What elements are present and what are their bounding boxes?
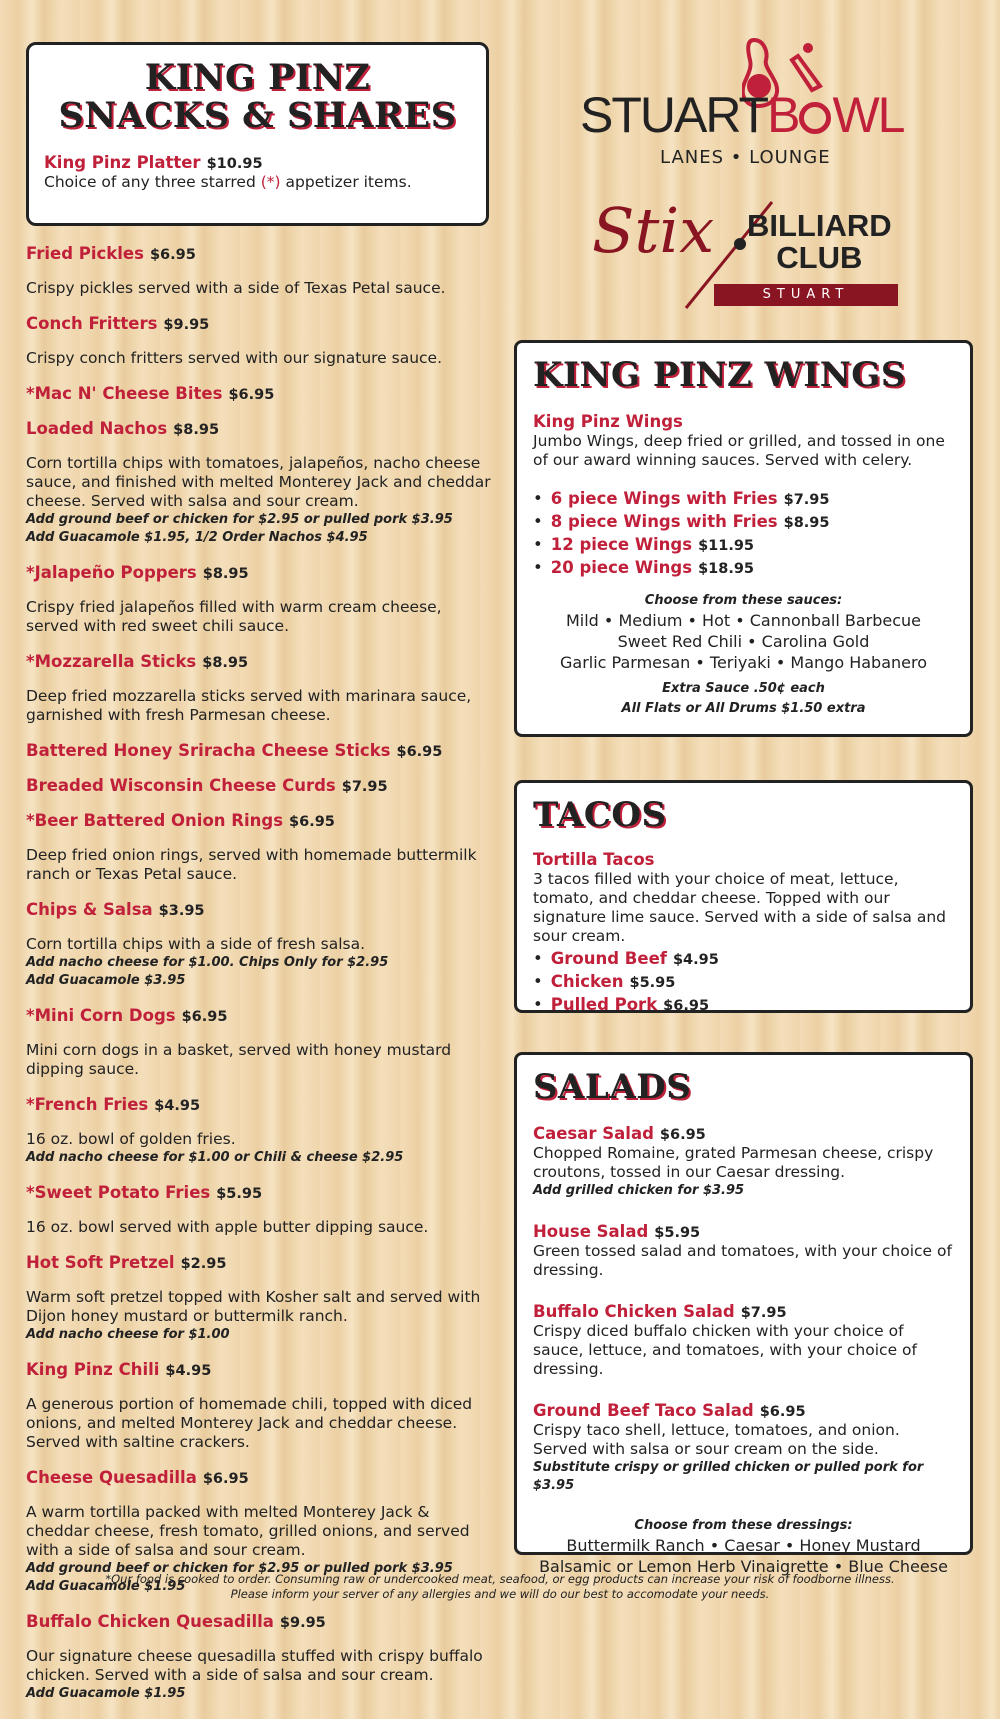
platter-name: King Pinz Platter — [44, 152, 201, 172]
menu-item-desc: A warm tortilla packed with melted Monterey Jack & cheddar cheese, fresh tomato, grilled onions, and served with a side of salsa and sour cream. — [26, 1503, 470, 1559]
menu-item-name: Buffalo Chicken Quesadilla — [26, 1612, 274, 1631]
menu-item-desc: Deep fried onion rings, served with homemade buttermilk ranch or Texas Petal sauce. — [26, 846, 477, 883]
menu-item-note: Add Guacamole $1.95 — [26, 1579, 186, 1594]
menu-item-note: Add Guacamole $1.95 — [26, 1686, 186, 1701]
menu-item — [26, 900, 496, 990]
menu-item-price: $6.95 — [228, 387, 275, 403]
option-item — [533, 557, 954, 580]
stix-script: Stix — [592, 194, 715, 267]
menu-item-note: Add Guacamole $3.95 — [26, 973, 186, 988]
platter-item — [44, 153, 486, 172]
option-line: Garlic Parmesan • Teriyaki • Mango Habanero — [560, 652, 927, 672]
menu-item-price: $8.95 — [173, 422, 220, 438]
option-name: Ground Beef — [550, 948, 667, 968]
menu-item-price: $9.95 — [279, 1615, 326, 1631]
option-item — [533, 534, 954, 557]
menu-item-name: *Mac N' Cheese Bites — [26, 384, 223, 403]
extra-sauce-note: Extra Sauce .50¢ each — [662, 680, 825, 696]
stix-billiard-logo — [592, 194, 902, 310]
menu-item-heading — [26, 563, 496, 582]
menu-item-desc: A generous portion of homemade chili, topped with diced onions, and melted Monterey Jack and cheddar cheese. Served with saltine crackers. — [26, 1395, 473, 1451]
menu-item-price: $3.95 — [158, 903, 205, 919]
salad-note: Add grilled chicken for $3.95 — [533, 1182, 745, 1198]
menu-item-note: Add Guacamole $1.95, 1/2 Order Nachos $4.95 — [26, 530, 368, 545]
menu-item-note: Add nacho cheese for $1.00. Chips Only for $2.95 — [26, 955, 389, 970]
option-line: Buttermilk Ranch • Caesar • Honey Mustard — [566, 1535, 921, 1555]
salad-heading — [533, 1124, 954, 1143]
menu-item-desc: Crispy fried jalapeños filled with warm cream cheese, served with red sweet chili sauce. — [26, 598, 442, 635]
menu-item-name: King Pinz Chili — [26, 1360, 160, 1379]
bullet-icon: • — [533, 534, 543, 554]
salad-name: House Salad — [533, 1221, 649, 1241]
allergy-disclaimer — [0, 1572, 1000, 1602]
salad-price: $7.95 — [740, 1304, 787, 1321]
wings-options — [533, 488, 954, 580]
menu-item-price: $6.95 — [181, 1009, 228, 1025]
option-item — [533, 994, 954, 1017]
option-line: Balsamic or Lemon Herb Vinaigrette • Blue Cheese — [539, 1556, 948, 1576]
salad-name: Caesar Salad — [533, 1123, 654, 1143]
salad-price: $6.95 — [759, 1403, 806, 1420]
snacks-list — [26, 244, 496, 1719]
billiard-text — [747, 210, 892, 274]
menu-item-price: $8.95 — [202, 566, 249, 582]
option-price: $6.95 — [663, 997, 710, 1014]
menu-item-heading — [26, 314, 496, 333]
wings-item-desc: Jumbo Wings, deep fried or grilled, and tossed in one of our award winning sauces. Served with celery. — [533, 431, 945, 469]
menu-item-name: Cheese Quesadilla — [26, 1468, 197, 1487]
salad-price: $6.95 — [659, 1126, 706, 1143]
option-item — [533, 948, 954, 971]
bullet-icon: • — [533, 994, 543, 1014]
menu-item-desc: Crispy conch fritters served with our signature sauce. — [26, 349, 443, 367]
menu-item-desc: Deep fried mozzarella sticks served with marinara sauce, garnished with fresh Parmesan cheese. — [26, 687, 472, 724]
platter-desc-a: Choice of any three starred — [44, 172, 256, 191]
option-price: $8.95 — [783, 514, 830, 531]
tacos-item — [533, 850, 954, 869]
menu-item-note: Add ground beef or chicken for $2.95 or pulled pork $3.95 — [26, 512, 453, 527]
snacks-title-line2: SNACKS & SHARES — [58, 94, 457, 136]
platter-star: (*) — [260, 172, 281, 191]
sauces-heading: Choose from these sauces: — [644, 592, 843, 608]
menu-item-note: Add ground beef or chicken for $2.95 or pulled pork $3.95 — [26, 1561, 453, 1576]
menu-item-name: *Mini Corn Dogs — [26, 1006, 176, 1025]
menu-item-heading — [26, 1468, 496, 1487]
menu-item-note: Add nacho cheese for $1.00 or Chili & cheese $2.95 — [26, 1150, 404, 1165]
menu-item-heading — [26, 811, 496, 830]
menu-item-name: *French Fries — [26, 1095, 149, 1114]
option-price: $18.95 — [698, 560, 755, 577]
menu-item — [26, 811, 496, 884]
disclaimer-line1: *Our food is cooked to order. Consuming raw or undercooked meat, seafood, or egg products can increase your risk of foodborne illness. — [105, 1572, 895, 1586]
menu-item-heading — [26, 1253, 496, 1272]
menu-item-note: Add nacho cheese for $1.00 — [26, 1327, 230, 1342]
menu-item-name: Fried Pickles — [26, 244, 144, 263]
salad-desc: Green tossed salad and tomatoes, with your choice of dressing. — [533, 1241, 952, 1279]
menu-item-heading — [26, 419, 496, 438]
salad-item — [533, 1401, 954, 1495]
menu-item-name: Battered Honey Sriracha Cheese Sticks — [26, 741, 391, 760]
menu-item-price: $7.95 — [341, 779, 388, 795]
menu-item — [26, 776, 496, 795]
menu-item-price: $9.95 — [163, 317, 210, 333]
dressings-heading: Choose from these dressings: — [634, 1517, 853, 1533]
menu-item-price: $6.95 — [202, 1471, 249, 1487]
menu-item-desc: 16 oz. bowl served with apple butter dipping sauce. — [26, 1218, 429, 1236]
tacos-options — [533, 948, 954, 1017]
option-line: Sweet Red Chili • Carolina Gold — [617, 631, 870, 651]
bullet-icon: • — [533, 488, 543, 508]
menu-item-name: *Jalapeño Poppers — [26, 563, 197, 582]
snacks-title — [29, 59, 486, 135]
wings-box — [514, 340, 973, 737]
wings-item — [533, 412, 954, 431]
option-name: 8 piece Wings with Fries — [550, 511, 778, 531]
option-name: Pulled Pork — [550, 994, 658, 1014]
tacos-item-name: Tortilla Tacos — [533, 849, 655, 869]
dressings-list — [533, 1535, 954, 1577]
menu-item-price: $6.95 — [289, 814, 335, 830]
menu-item — [26, 1612, 496, 1703]
salad-price: $5.95 — [654, 1224, 701, 1241]
menu-item-name: *Mozzarella Sticks — [26, 652, 197, 671]
salad-name: Ground Beef Taco Salad — [533, 1400, 754, 1420]
bullet-icon: • — [533, 511, 543, 531]
tacos-item-desc: 3 tacos filled with your choice of meat, lettuce, tomato, and cheddar cheese. Topped with our signature lime sauce. Served with a side of salsa and sour cream. — [533, 869, 946, 945]
menu-item-name: Loaded Nachos — [26, 419, 168, 438]
menu-item — [26, 1006, 496, 1079]
option-item — [533, 488, 954, 511]
sauces-list — [533, 610, 954, 673]
bullet-icon: • — [533, 557, 543, 577]
option-name: Chicken — [550, 971, 624, 991]
disclaimer-line2: Please inform your server of any allergies and we will do our best to accomodate your needs. — [230, 1587, 770, 1601]
menu-item-heading — [26, 652, 496, 671]
menu-item-desc: Warm soft pretzel topped with Kosher salt and served with Dijon honey mustard or buttermilk ranch. — [26, 1288, 481, 1325]
salad-item — [533, 1124, 954, 1200]
menu-item-heading — [26, 384, 496, 403]
bowl-wl: WL — [832, 87, 904, 143]
menu-item — [26, 1183, 496, 1237]
stuart-banner: STUART — [714, 284, 898, 306]
bullet-icon: • — [533, 948, 543, 968]
salads-items — [533, 1124, 954, 1495]
menu-item-heading — [26, 1183, 496, 1202]
menu-item-heading — [26, 1360, 496, 1379]
menu-item-heading — [26, 1095, 496, 1114]
menu-item-name: Conch Fritters — [26, 314, 158, 333]
menu-item-desc: Our signature cheese quesadilla stuffed with crispy buffalo chicken. Served with a side of salsa and sour cream. — [26, 1647, 483, 1684]
menu-item-price: $5.95 — [216, 1186, 263, 1202]
menu-item — [26, 1095, 496, 1167]
platter-price: $10.95 — [206, 155, 263, 172]
menu-item-heading — [26, 900, 496, 919]
menu-item-name: *Sweet Potato Fries — [26, 1183, 211, 1202]
salad-name: Buffalo Chicken Salad — [533, 1301, 735, 1321]
salads-title: SALADS — [533, 1067, 692, 1107]
tacos-title: TACOS — [533, 795, 667, 835]
salad-heading — [533, 1302, 954, 1321]
tacos-box — [514, 780, 973, 1013]
option-price: $4.95 — [672, 951, 719, 968]
bowl-b: B — [767, 87, 799, 143]
stuart-bowl-wordmark — [580, 87, 904, 143]
wings-item-name: King Pinz Wings — [533, 411, 683, 431]
bowl-o-icon — [799, 102, 831, 134]
stuart-word: STUART — [580, 87, 768, 143]
snacks-title-line1: KING PINZ — [144, 57, 371, 98]
menu-item — [26, 244, 496, 298]
menu-item — [26, 563, 496, 636]
option-line: Mild • Medium • Hot • Cannonball Barbecue — [565, 610, 921, 630]
menu-item — [26, 419, 496, 547]
salad-item — [533, 1302, 954, 1379]
stuart-bowl-tagline: LANES • LOUNGE — [660, 147, 831, 168]
menu-item-heading — [26, 741, 496, 760]
menu-item-name: Breaded Wisconsin Cheese Curds — [26, 776, 336, 795]
option-name: 20 piece Wings — [550, 557, 693, 577]
menu-item-desc: 16 oz. bowl of golden fries. — [26, 1130, 236, 1148]
menu-item-heading — [26, 1006, 496, 1025]
salad-note: Substitute crispy or grilled chicken or pulled pork for $3.95 — [533, 1459, 924, 1493]
menu-item — [26, 1360, 496, 1452]
platter-desc-b: appetizer items. — [285, 172, 412, 191]
menu-item-name: Hot Soft Pretzel — [26, 1253, 175, 1272]
menu-item-price: $2.95 — [180, 1256, 227, 1272]
option-name: 6 piece Wings with Fries — [550, 488, 778, 508]
option-price: $11.95 — [698, 537, 755, 554]
menu-item-desc: Mini corn dogs in a basket, served with honey mustard dipping sauce. — [26, 1041, 452, 1078]
menu-item — [26, 314, 496, 368]
option-name: 12 piece Wings — [550, 534, 693, 554]
menu-item — [26, 1253, 496, 1344]
salad-desc: Crispy taco shell, lettuce, tomatoes, and onion. Served with salsa or sour cream on the side. — [533, 1420, 900, 1458]
menu-item-price: $4.95 — [154, 1098, 201, 1114]
menu-item — [26, 652, 496, 725]
salad-desc: Chopped Romaine, grated Parmesan cheese, crispy croutons, tossed in our Caesar dressing. — [533, 1143, 934, 1181]
snacks-header-box — [26, 42, 489, 226]
menu-item-desc: Corn tortilla chips with a side of fresh salsa. — [26, 935, 366, 953]
option-item — [533, 511, 954, 534]
salads-box — [514, 1052, 973, 1576]
flats-drums-note: All Flats or All Drums $1.50 extra — [621, 700, 866, 716]
billiard-line2: CLUB — [776, 240, 863, 275]
salad-item — [533, 1222, 954, 1280]
salad-desc: Crispy diced buffalo chicken with your choice of sauce, lettuce, and tomatoes, with your choice of dressing. — [533, 1321, 917, 1378]
menu-item-heading — [26, 244, 496, 263]
menu-item-price: $6.95 — [396, 744, 443, 760]
menu-item-heading — [26, 776, 496, 795]
menu-item-name: Chips & Salsa — [26, 900, 153, 919]
salad-heading — [533, 1222, 954, 1241]
menu-item-price: $4.95 — [165, 1363, 212, 1379]
menu-item-price: $8.95 — [202, 655, 249, 671]
menu-item-heading — [26, 1612, 496, 1631]
menu-item-desc: Crispy pickles served with a side of Texas Petal sauce. — [26, 279, 446, 297]
stuart-bowl-logo — [580, 38, 910, 168]
option-item — [533, 971, 954, 994]
option-price: $5.95 — [629, 974, 676, 991]
option-price: $7.95 — [783, 491, 830, 508]
menu-item-desc: Corn tortilla chips with tomatoes, jalapeños, nacho cheese sauce, and finished with melted Monterey Jack and cheddar cheese. Served with salsa and sour cream. — [26, 454, 491, 510]
menu-item-name: *Beer Battered Onion Rings — [26, 811, 284, 830]
platter-desc — [44, 173, 486, 192]
wings-title: KING PINZ WINGS — [533, 355, 906, 395]
menu-item — [26, 741, 496, 760]
salad-heading — [533, 1401, 954, 1420]
menu-item — [26, 384, 496, 403]
menu-item-price: $6.95 — [149, 247, 196, 263]
bullet-icon: • — [533, 971, 543, 991]
billiard-line1: BILLIARD — [747, 208, 892, 243]
